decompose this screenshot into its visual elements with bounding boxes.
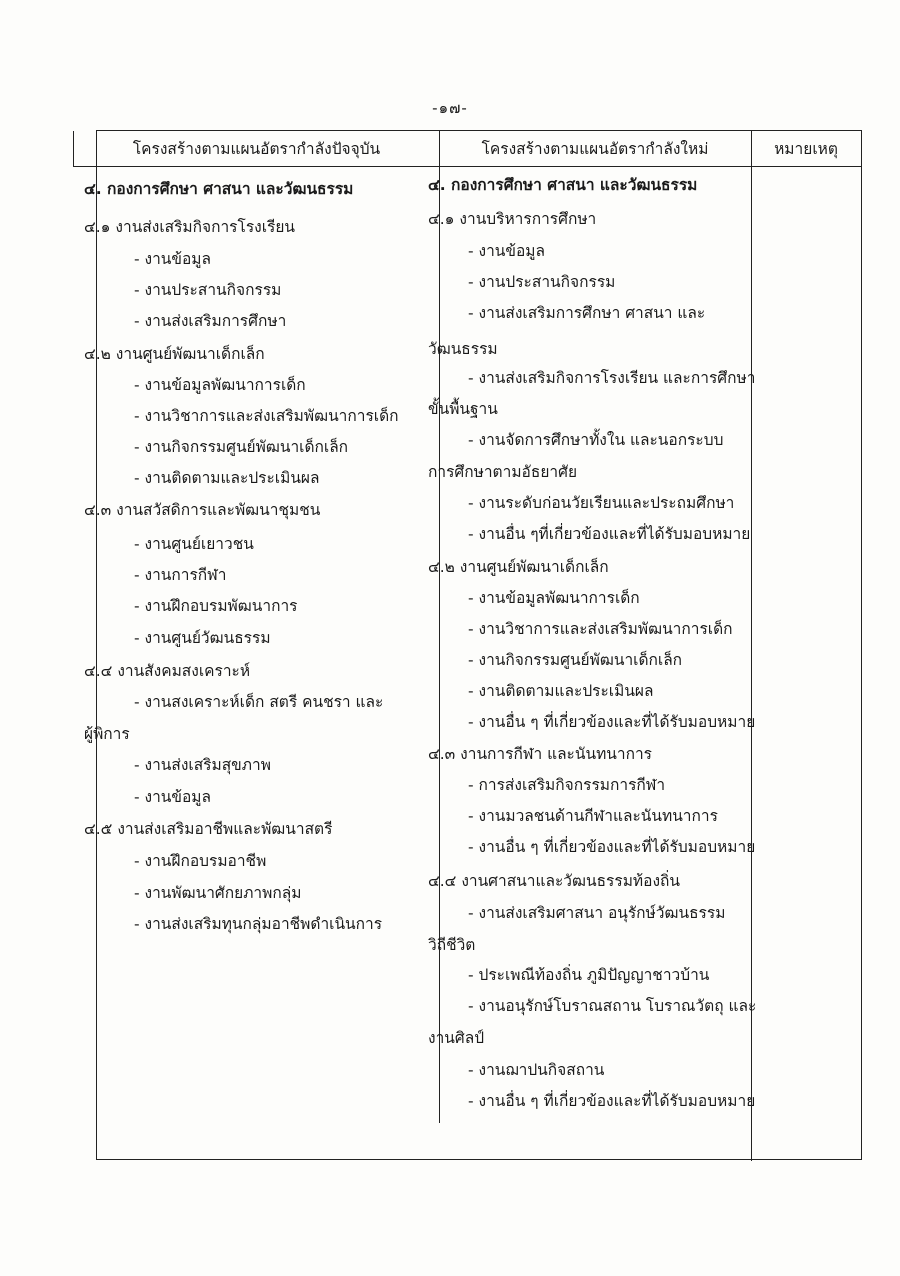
list-item: ๔.๑ งานส่งเสริมกิจการโรงเรียน bbox=[84, 218, 296, 236]
list-item: - งานมวลชนด้านกีฬาและนันทนาการ bbox=[468, 807, 718, 825]
column-divider bbox=[439, 131, 440, 1123]
list-item: ผู้พิการ bbox=[84, 725, 130, 743]
list-item: - งานพัฒนาศักยภาพกลุ่ม bbox=[134, 884, 302, 902]
list-item: ๔. กองการศึกษา ศาสนา และวัฒนธรรม bbox=[428, 176, 698, 194]
page-number: -๑๗- bbox=[432, 99, 468, 117]
table-header-row bbox=[97, 131, 861, 167]
list-item: - งานส่งเสริมการศึกษา ศาสนา และ bbox=[468, 304, 706, 322]
list-item: - งานอื่น ๆ ที่เกี่ยวข้องและที่ได้รับมอบหมาย bbox=[468, 838, 756, 856]
list-item: - ประเพณีท้องถิ่น ภูมิปัญญาชาวบ้าน bbox=[468, 966, 710, 984]
list-item: - งานส่งเสริมศาสนา อนุรักษ์วัฒนธรรม bbox=[468, 904, 726, 922]
list-item: - งานประสานกิจกรรม bbox=[134, 281, 282, 299]
list-item: - งานอื่น ๆ ที่เกี่ยวข้องและที่ได้รับมอบหมาย bbox=[468, 713, 756, 731]
list-item: - งานข้อมูล bbox=[134, 788, 212, 806]
list-item: - งานส่งเสริมทุนกลุ่มอาชีพดำเนินการ bbox=[134, 915, 383, 933]
list-item: - งานการกีฬา bbox=[134, 566, 227, 584]
list-item: ๔.๓ งานสวัสดิการและพัฒนาชุมชน bbox=[84, 501, 321, 519]
list-item: ๔.๒ งานศูนย์พัฒนาเด็กเล็ก bbox=[84, 345, 265, 363]
list-item: - งานข้อมูลพัฒนาการเด็ก bbox=[134, 376, 306, 394]
list-item: - งานประสานกิจกรรม bbox=[468, 273, 616, 291]
list-item: - งานระดับก่อนวัยเรียนและประถมศึกษา bbox=[468, 494, 735, 512]
list-item: - งานวิชาการและส่งเสริมพัฒนาการเด็ก bbox=[134, 407, 399, 425]
list-item: - งานส่งเสริมสุขภาพ bbox=[134, 756, 271, 774]
list-item: ขั้นพื้นฐาน bbox=[428, 400, 498, 418]
list-item: ๔.๓ งานการกีฬา และนันทนาการ bbox=[428, 745, 653, 763]
list-item: - งานอื่น ๆที่เกี่ยวข้องและที่ได้รับมอบหมาย bbox=[468, 525, 751, 543]
list-item: ๔.๔ งานศาสนาและวัฒนธรรมท้องถิ่น bbox=[428, 872, 681, 890]
list-item: - งานศูนย์วัฒนธรรม bbox=[134, 629, 271, 647]
list-item: - การส่งเสริมกิจกรรมการกีฬา bbox=[468, 776, 666, 794]
list-item: ๔.๑ งานบริหารการศึกษา bbox=[428, 210, 597, 228]
list-item: - งานติดตามและประเมินผล bbox=[468, 682, 654, 700]
list-item: ๔.๕ งานส่งเสริมอาชีพและพัฒนาสตรี bbox=[84, 820, 333, 838]
list-item: - งานกิจกรรมศูนย์พัฒนาเด็กเล็ก bbox=[468, 651, 683, 669]
list-item: วัฒนธรรม bbox=[428, 340, 498, 358]
list-item: งานศิลป์ bbox=[428, 1029, 485, 1047]
list-item: - งานข้อมูล bbox=[134, 250, 212, 268]
list-item: - งานสงเคราะห์เด็ก สตรี คนชรา และ bbox=[134, 693, 384, 711]
list-item: - งานฝึกอบรมอาชีพ bbox=[134, 852, 267, 870]
list-item: - งานศูนย์เยาวชน bbox=[134, 535, 254, 553]
list-item: - งานติดตามและประเมินผล bbox=[134, 469, 320, 487]
list-item: วิถีชีวิต bbox=[428, 936, 476, 954]
list-item: - งานส่งเสริมกิจการโรงเรียน และการศึกษา bbox=[468, 369, 756, 387]
header-remark: หมายเหตุ bbox=[751, 131, 861, 167]
list-item: การศึกษาตามอัธยาศัย bbox=[428, 463, 578, 481]
list-item: ๔.๔ งานสังคมสงเคราะห์ bbox=[84, 662, 251, 680]
list-item: - งานอื่น ๆ ที่เกี่ยวข้องและที่ได้รับมอบหมาย bbox=[468, 1092, 756, 1110]
list-item: - งานฝึกอบรมพัฒนาการ bbox=[134, 597, 298, 615]
list-item: - งานจัดการศึกษาทั้งใน และนอกระบบ bbox=[468, 431, 724, 449]
list-item: - งานข้อมูลพัฒนาการเด็ก bbox=[468, 589, 640, 607]
list-item: - งานส่งเสริมการศึกษา bbox=[134, 312, 287, 330]
list-item: ๔. กองการศึกษา ศาสนา และวัฒนธรรม bbox=[84, 180, 354, 198]
header-current-structure: โครงสร้างตามแผนอัตรากำลังปัจจุบัน bbox=[73, 131, 439, 167]
header-new-structure: โครงสร้างตามแผนอัตรากำลังใหม่ bbox=[439, 131, 751, 167]
list-item: - งานวิชาการและส่งเสริมพัฒนาการเด็ก bbox=[468, 620, 733, 638]
list-item: - งานอนุรักษ์โบราณสถาน โบราณวัตถุ และ bbox=[468, 997, 757, 1015]
list-item: - งานข้อมูล bbox=[468, 242, 546, 260]
list-item: ๔.๒ งานศูนย์พัฒนาเด็กเล็ก bbox=[428, 558, 609, 576]
list-item: - งานกิจกรรมศูนย์พัฒนาเด็กเล็ก bbox=[134, 438, 349, 456]
list-item: - งานฌาปนกิจสถาน bbox=[468, 1061, 605, 1079]
